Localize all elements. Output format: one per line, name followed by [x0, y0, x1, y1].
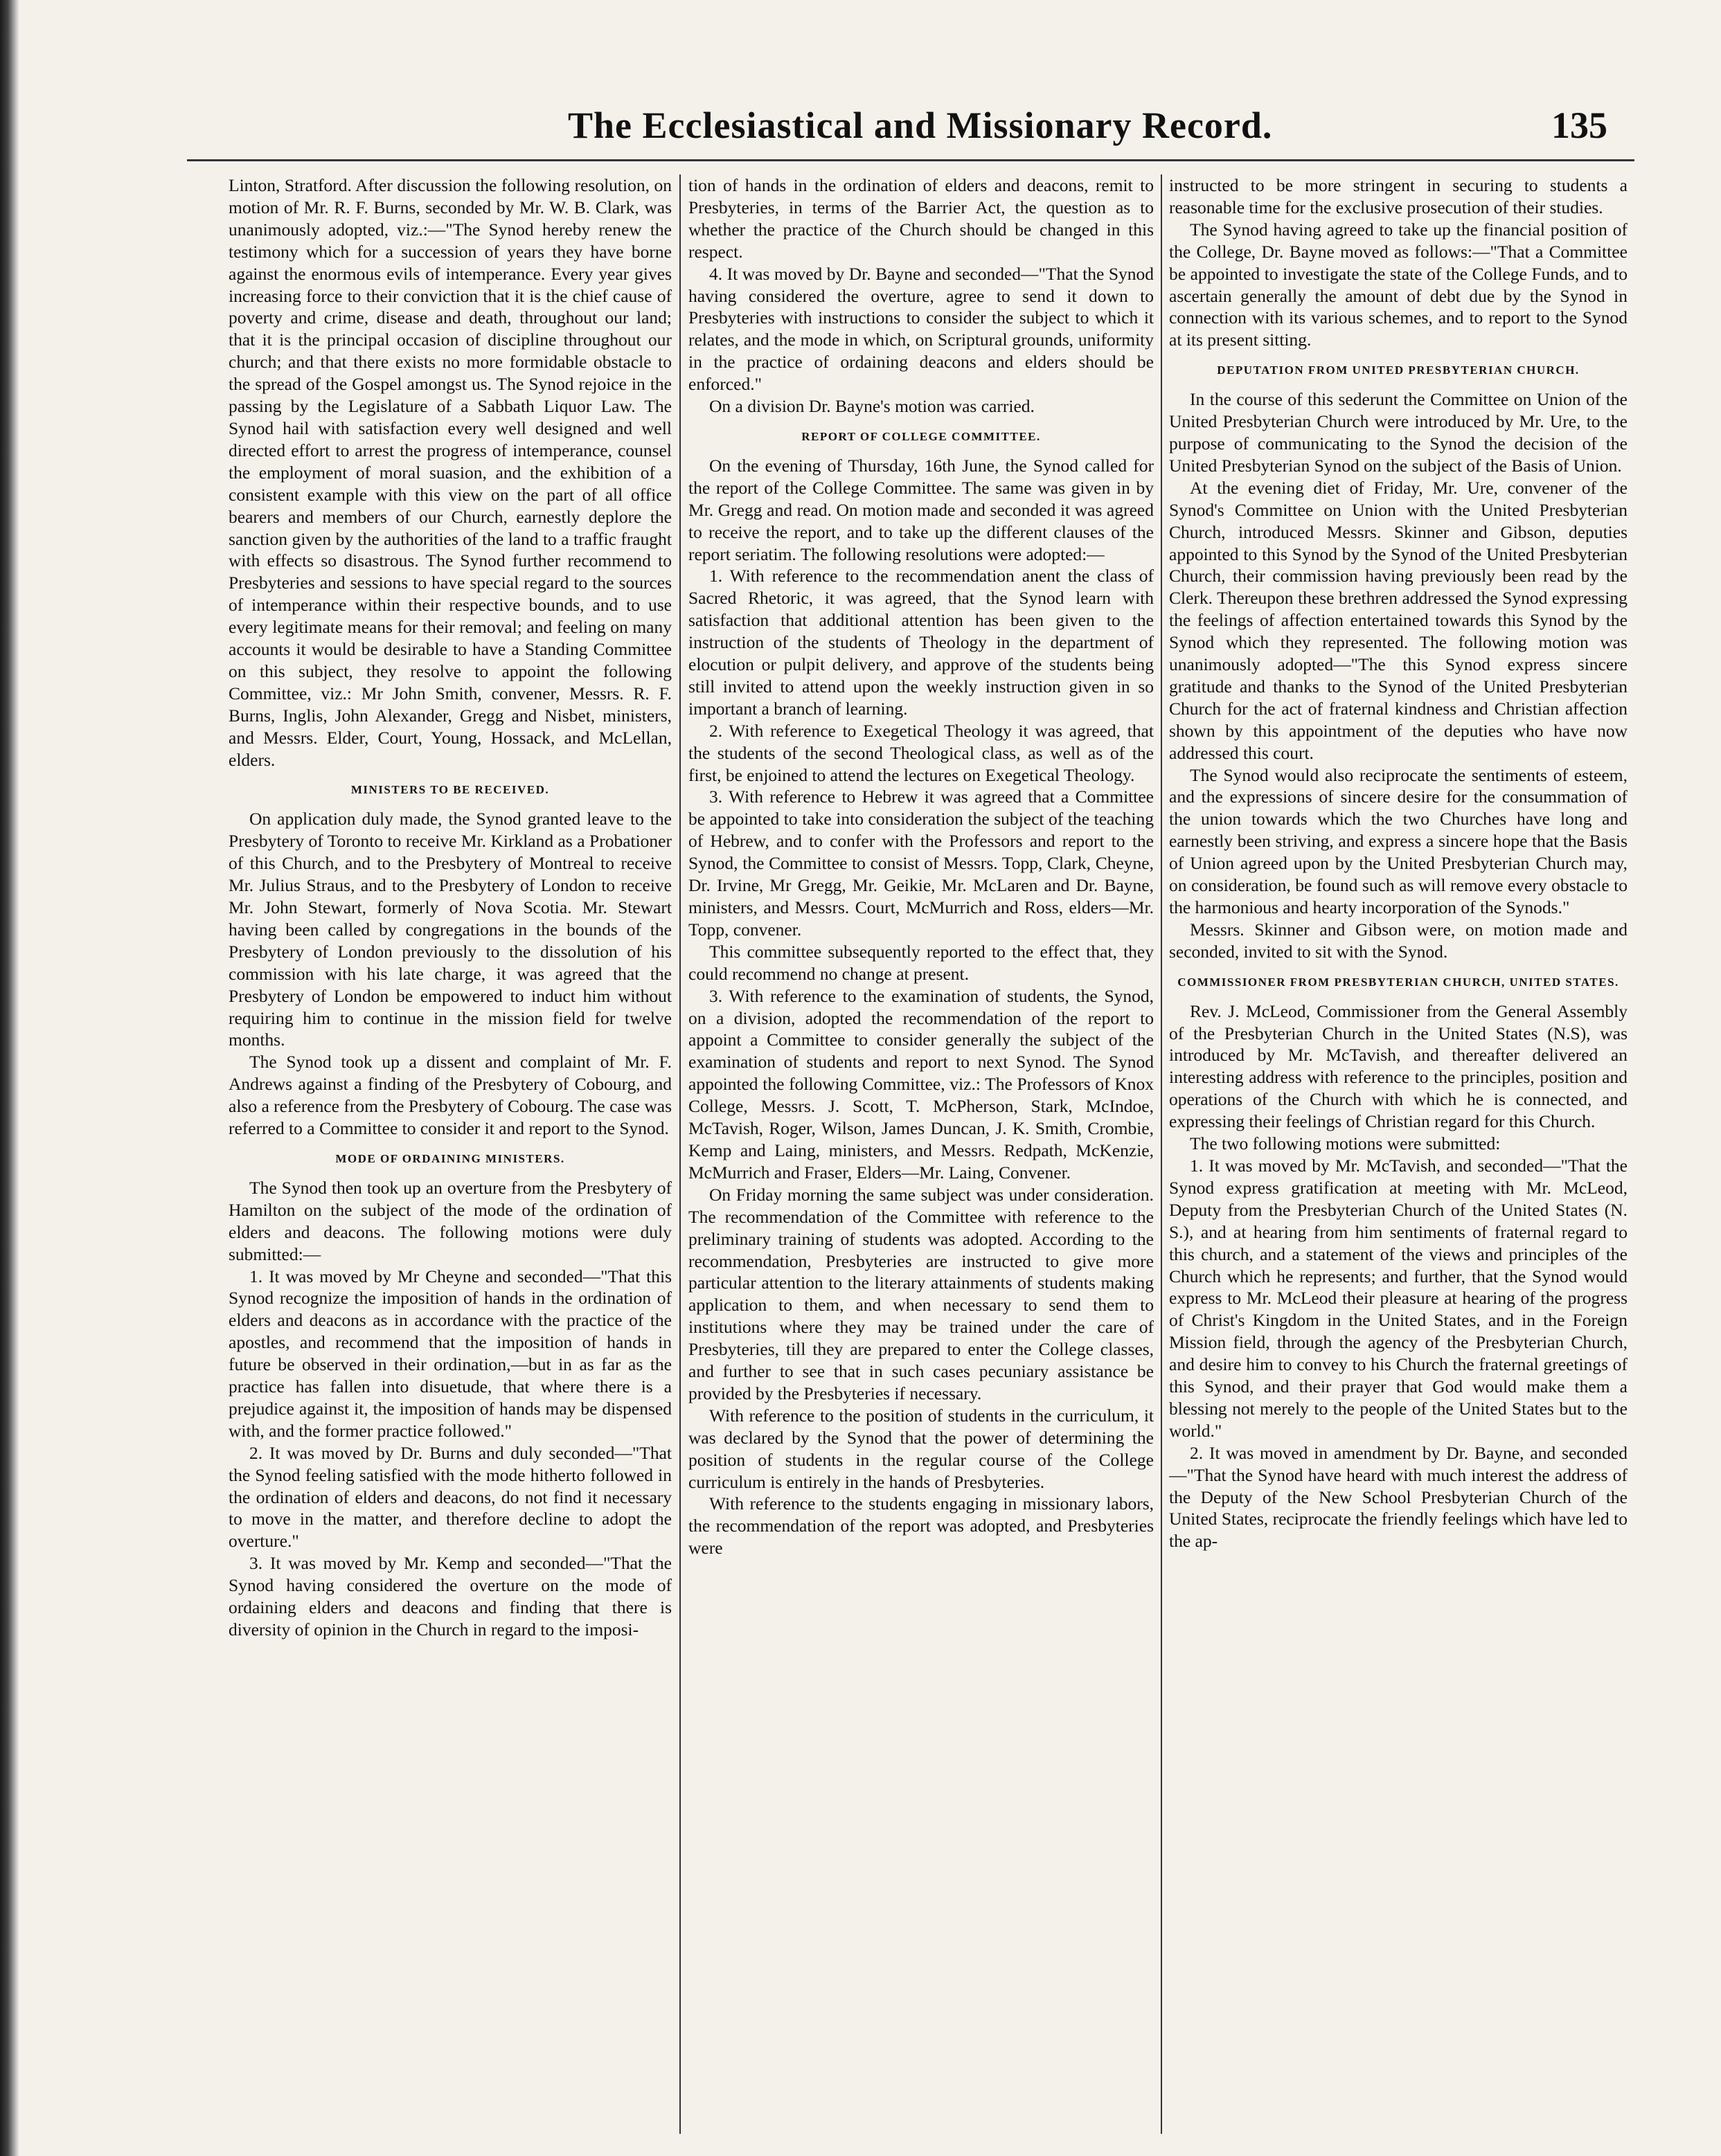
- column-divider-1: [679, 174, 681, 2134]
- paragraph: 3. With reference to Hebrew it was agreed that a Committee be appointed to take into consideration the subject of the teaching of Hebrew, and to confer with the Professors and report to the Synod, the Committee to consist of Messrs. Topp, Clark, Cheyne, Dr. Irvine, Mr Gregg, Mr. Geikie, Mr. McLaren and Dr. Bayne, ministers, and Messrs. Court, McMurrich and Ross, elders—Mr. Topp, convener.: [688, 787, 1154, 940]
- paragraph: 2. It was moved by Dr. Burns and duly seconded—"That the Synod feeling satisfied with the mode hitherto followed in the ordination of elders and deacons, do not find it necessary to move in the matter, and therefore decline to adopt the overture.": [229, 1442, 672, 1552]
- paragraph: On application duly made, the Synod granted leave to the Presbytery of Toronto to receive Mr. Kirkland as a Probationer of this Church, and to the Presbytery of Montreal to receive Mr. Julius Straus, and to the Presbytery of London to receive Mr. John Stewart, formerly of Nova Scotia. Mr. Stewart having been called by congregations in the bounds of the Presbytery of London previously to the dissolution of his commission with his late charge, it was agreed that the Presbytery of London be empowered to induct him without requiring him to continue in the mission field for twelve months.: [229, 809, 672, 1050]
- paragraph: 1. It was moved by Mr. McTavish, and seconded—"That the Synod express gratification at meeting with Mr. McLeod, Deputy from the Presbyterian Church of the United States (N. S.), and at hearing from him sentiments of fraternal regard to this church, and a statement of the views and principles of the Church which he represents; and further, that the Synod would express to Mr. McLeod their pleasure at hearing of the progress of Christ's Kingdom in the United States, and in the Foreign Mission field, through the agency of the Presbyterian Church, and desire him to convey to his Church the fraternal greetings of this Synod, and their prayer that God would make them a blessing not merely to the people of the United States but to the world.": [1169, 1155, 1628, 1441]
- text-column-2: [688, 174, 1154, 2141]
- paragraph: 3. It was moved by Mr. Kemp and seconded—"That the Synod having considered the overture on the mode of ordaining elders and deacons and finding that there is diversity of opinion in the Church in regard to the imposi-: [229, 1553, 672, 1640]
- header-divider: [187, 159, 1634, 161]
- paragraph: 3. With reference to the examination of students, the Synod, on a division, adopted the recommendation of the report to appoint a Committee to consider generally the subject of the examination of students and report to next Synod. The Synod appointed the following Committee, viz.: The Professors of Knox College, Messrs. J. Scott, T. McPherson, Stark, McIndoe, McTavish, Roger, Wilson, James Duncan, J. K. Smith, Crombie, Kemp and Laing, ministers, and Messrs. Redpath, McKenzie, McMurrich and Fraser, Elders—Mr. Laing, Convener.: [688, 985, 1154, 1183]
- paragraph: The Synod took up a dissent and complaint of Mr. F. Andrews against a finding of the Presbytery of Cobourg, and also a reference from the Presbytery of Cobourg. The case was referred to a Committee to consider it and report to the Synod.: [229, 1052, 672, 1139]
- page-number: 135: [1551, 105, 1607, 146]
- paragraph: On a division Dr. Bayne's motion was carried.: [709, 396, 1035, 417]
- page-binding-edge: [0, 0, 19, 2156]
- paragraph: This committee subsequently reported to the effect that, they could recommend no change at present.: [688, 941, 1154, 984]
- paragraph: Messrs. Skinner and Gibson were, on motion made and seconded, invited to sit with the Synod.: [1169, 919, 1628, 962]
- paragraph: tion of hands in the ordination of elders and deacons, remit to Presbyteries, in terms of the Barrier Act, the question as to whether the practice of the Church should be changed in this respect.: [688, 175, 1154, 262]
- paragraph: 1. With reference to the recommendation anent the class of Sacred Rhetoric, it was agreed, that the Synod learn with satisfaction that additional attention has been given to the instruction of the students of Theology in the department of elocution or pulpit delivery, and approve of the students being still invited to attend upon the weekly instruction given in so important a branch of learning.: [688, 566, 1154, 719]
- section-heading: DEPUTATION FROM UNITED PRESBYTERIAN CHURCH.: [1217, 363, 1580, 377]
- paragraph: The two following motions were submitted:: [1190, 1133, 1501, 1154]
- paragraph: On Friday morning the same subject was under consideration. The recommendation of the Committee with reference to the preliminary training of students was adopted. According to the recommendation, Presbyteries are instructed to give more particular attention to the literary attainments of students making application to them, and when necessary to send them to institutions where they may be trained under the care of Presbyteries, till they are prepared to enter the College classes, and further to see that in such cases pecuniary assistance be provided by the Presbyteries if necessary.: [688, 1184, 1154, 1403]
- text-column-3: [1169, 174, 1628, 2141]
- paragraph: 4. It was moved by Dr. Bayne and seconded—"That the Synod having considered the overture, agree to send it down to Presbyteries with instructions to consider the subject to which it relates, and the mode in which, on Scriptural grounds, uniformity in the practice of ordaining deacons and elders should be enforced.": [688, 263, 1154, 395]
- paragraph: instructed to be more stringent in securing to students a reasonable time for the exclusive prosecution of their studies.: [1169, 175, 1628, 217]
- section-heading: MODE OF ORDAINING MINISTERS.: [335, 1151, 565, 1165]
- paragraph: Rev. J. McLeod, Commissioner from the General Assembly of the Presbyterian Church in the United States (N.S), was introduced by Mr. McTavish, and thereafter delivered an interesting address with reference to the principles, position and operations of the Church with which he is connected, and expressing their feelings of Christian regard for this Church.: [1169, 1000, 1628, 1132]
- paragraph: The Synod would also reciprocate the sentiments of esteem, and the expressions of sincere desire for the consummation of the union towards which the two Churches have long and earnestly been striving, and express a sincere hope that the Basis of Union agreed upon by the United Presbyterian Church may, on consideration, be found such as will remove every obstacle to the harmonious and hearty incorporation of the Synods.": [1169, 764, 1628, 917]
- text-column-1: [229, 174, 672, 2141]
- paragraph: In the course of this sederunt the Committee on Union of the United Presbyterian Church were introduced by Mr. Ure, to the purpose of communicating to the Synod the decision of the United Presbyterian Synod on the subject of the Basis of Union.: [1169, 389, 1628, 476]
- paragraph: With reference to the position of students in the curriculum, it was declared by the Synod that the power of determining the position of students in the regular course of the College curriculum is entirely in the hands of Presbyteries.: [688, 1405, 1154, 1492]
- page-header-title: The Ecclesiastical and Missionary Record.: [568, 105, 1273, 146]
- section-heading: COMMISSIONER FROM PRESBYTERIAN CHURCH, UNITED STATES.: [1177, 975, 1619, 989]
- paragraph: 2. With reference to Exegetical Theology it was agreed, that the students of the second Theological class, as well as of the first, be enjoined to attend the lectures on Exegetical Theology.: [688, 720, 1154, 785]
- paragraph: The Synod then took up an overture from the Presbytery of Hamilton on the subject of the mode of the ordination of elders and deacons. The following motions were duly submitted:—: [229, 1177, 672, 1264]
- paragraph: With reference to the students engaging in missionary labors, the recommendation of the report was adopted, and Presbyteries were: [688, 1493, 1154, 1558]
- paragraph: At the evening diet of Friday, Mr. Ure, convener of the Synod's Committee on Union with the United Presbyterian Church, introduced Messrs. Skinner and Gibson, deputies appointed to this Synod by the Synod of the United Presbyterian Church, their commission having previously been read by the Clerk. Thereupon these brethren addressed the Synod expressing the feelings of affection entertained towards this Synod by the Synod which they represented. The following motion was unanimously adopted—"The this Synod express sincere gratitude and thanks to the Synod of the United Presbyterian Church for the act of fraternal kindness and Christian affection shown by this appointment of the deputies who have now addressed this court.: [1169, 477, 1628, 763]
- paragraph: 1. It was moved by Mr Cheyne and seconded—"That this Synod recognize the imposition of hands in the ordination of elders and deacons as in accordance with the practice of the apostles, and recommend that the imposition of hands in future be observed in their ordination,—but in as far as the practice has fallen into disuetude, that where there is a prejudice against it, the imposition of hands may be dispensed with, and the former practice followed.": [229, 1266, 672, 1441]
- paragraph: The Synod having agreed to take up the financial position of the College, Dr. Bayne moved as follows:—"That a Committee be appointed to investigate the state of the College Funds, and to ascertain generally the amount of debt due by the Synod in connection with its various schemes, and to report to the Synod at its present sitting.: [1169, 219, 1628, 350]
- section-heading: MINISTERS TO BE RECEIVED.: [350, 783, 550, 797]
- paragraph: On the evening of Thursday, 16th June, the Synod called for the report of the College Committee. The same was given in by Mr. Gregg and read. On motion made and seconded it was agreed to receive the report, and to take up the different clauses of the report seriatim. The following resolutions were adopted:—: [688, 455, 1154, 564]
- paragraph: 2. It was moved in amendment by Dr. Bayne, and seconded—"That the Synod have heard with much interest the address of the Deputy of the New School Presbyterian Church of the United States, reciprocate the friendly feelings which have led to the ap-: [1169, 1442, 1628, 1552]
- paragraph: Linton, Stratford. After discussion the following resolution, on motion of Mr. R. F. Burns, seconded by Mr. W. B. Clark, was unanimously adopted, viz.:—"The Synod hereby renew the testimony which for a succession of years they have borne against the enormous evils of intemperance. Every year gives increasing force to their conviction that it is the chief cause of poverty and crime, disease and death, throughout our land; that it is the principal occasion of discipline throughout our church; and that there exists no more formidable obstacle to the spread of the Gospel amongst us. The Synod rejoice in the passing by the Legislature of a Sabbath Liquor Law. The Synod hail with satisfaction every well designed and well directed effort to arrest the progress of intemperance, counsel the employment of moral suasion, and the exhibition of a consistent example with this view on the part of all office bearers and members of our Church, earnestly deplore the sanction given by the authorities of the land to a traffic fraught with effects so disastrous. The Synod further recommend to Presbyteries and sessions to have special regard to the sources of intemperance within their respective bounds, and to use every legitimate means for their removal; and feeling on many accounts it would be desirable to have a Standing Committee on this subject, they resolve to appoint the following Committee, viz.: Mr John Smith, convener, Messrs. R. F. Burns, Inglis, John Alexander, Gregg and Nisbet, ministers, and Messrs. Elder, Court, Young, Hossack, and McLellan, elders.: [229, 175, 672, 770]
- section-heading: REPORT OF COLLEGE COMMITTEE.: [801, 429, 1041, 443]
- column-divider-2: [1161, 174, 1162, 2134]
